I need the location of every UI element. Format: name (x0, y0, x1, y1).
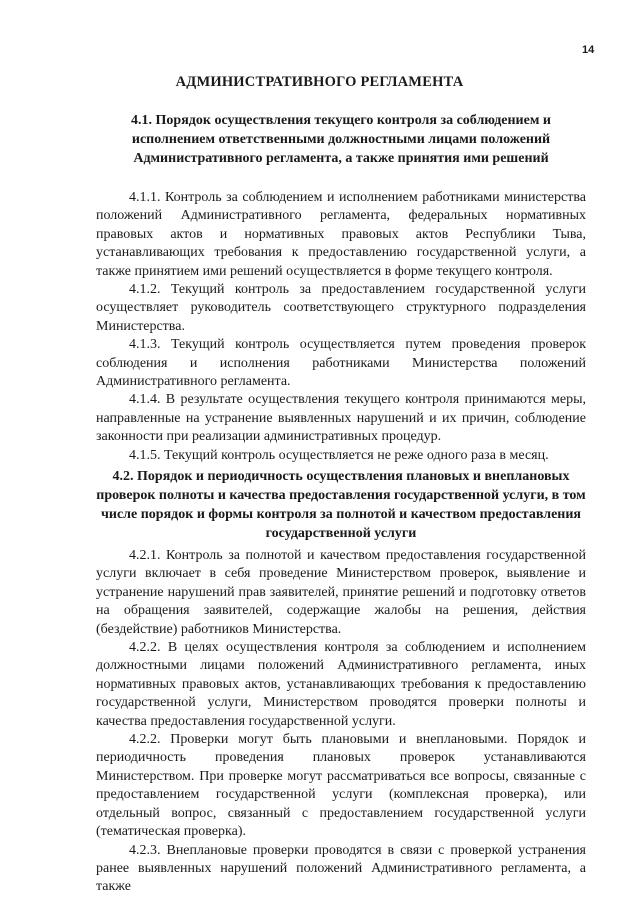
section-4-2-body (96, 547, 586, 897)
section-4-2-heading: 4.2. Порядок и периодичность осуществления плановых и внеплановых проверок полноты и качества предоставления государственной услуги, в том числе порядок и формы контроля за полнотой и качеством предоставления государственной услуги (96, 469, 586, 541)
paragraph-4-2-2b: 4.2.2. Проверки могут быть плановыми и внеплановыми. Порядок и периодичность проведения плановых проверок устанавливаются Министерством. При проверке могут рассматриваться все вопросы, связанные с предоставлением государственной услуги (комплексная проверка), или отдельный вопрос, связанный с предоставлением государственной услуги (тематическая проверка). (96, 732, 586, 840)
paragraph-4-2-1: 4.2.1. Контроль за полнотой и качеством предоставления государственной услуги включает в себя проведение Министерством проверок, выявление и устранение нарушений прав заявителей, принятие решений и подготовку ответов на обращения заявителей, содержащие жалобы на решения, действия (бездействие) работников Министерства. (96, 548, 586, 637)
paragraph-4-1-5: 4.1.5. Текущий контроль осуществляется не реже одного раза в месяц. (129, 447, 549, 463)
paragraph-4-1-3: 4.1.3. Текущий контроль осуществляется путем проведения проверок соблюдения и исполнения работниками Министерства положений Административного регламента. (96, 337, 586, 390)
paragraph-4-1-2: 4.1.2. Текущий контроль за предоставлением государственной услуги осуществляет руководитель соответствующего структурного подразделения Министерства. (96, 282, 586, 334)
paragraph-4-1-4: 4.1.4. В результате осуществления текущего контроля принимаются меры, направленные на устранение выявленных нарушений и их причин, соблюдение законности при реализации административных процедур. (96, 392, 586, 445)
paragraph-4-2-2a: 4.2.2. В целях осуществления контроля за соблюдением и исполнением должностными лицами положений Административного регламента, иных нормативных правовых актов, устанавливающих требования к предоставлению государственной услуги, Министерством проводятся проверки полноты и качества предоставления государственной услуги. (96, 640, 586, 729)
paragraph-4-1-1: 4.1.1. Контроль за соблюдением и исполнением работниками министерства положений Административного регламента, федеральных нормативных правовых актов и нормативных правовых актов Республики Тыва, устанавливающих требования к предоставлению государственной услуги, а также принятием ими решений осуществляется в форме текущего контроля. (96, 190, 586, 279)
document-title: АДМИНИСТРАТИВНОГО РЕГЛАМЕНТА (175, 74, 464, 90)
section-4-1-heading: 4.1. Порядок осуществления текущего контроля за соблюдением и исполнением ответственными должностными лицами положений Административного регламента, а также принятия ими решений (131, 113, 551, 166)
paragraph-4-2-3: 4.2.3. Внеплановые проверки проводятся в связи с проверкой устранения ранее выявленных нарушений положений Административного регламента, а также (96, 842, 586, 895)
page-number: 14 (582, 44, 595, 56)
section-4-1-body (96, 189, 586, 465)
